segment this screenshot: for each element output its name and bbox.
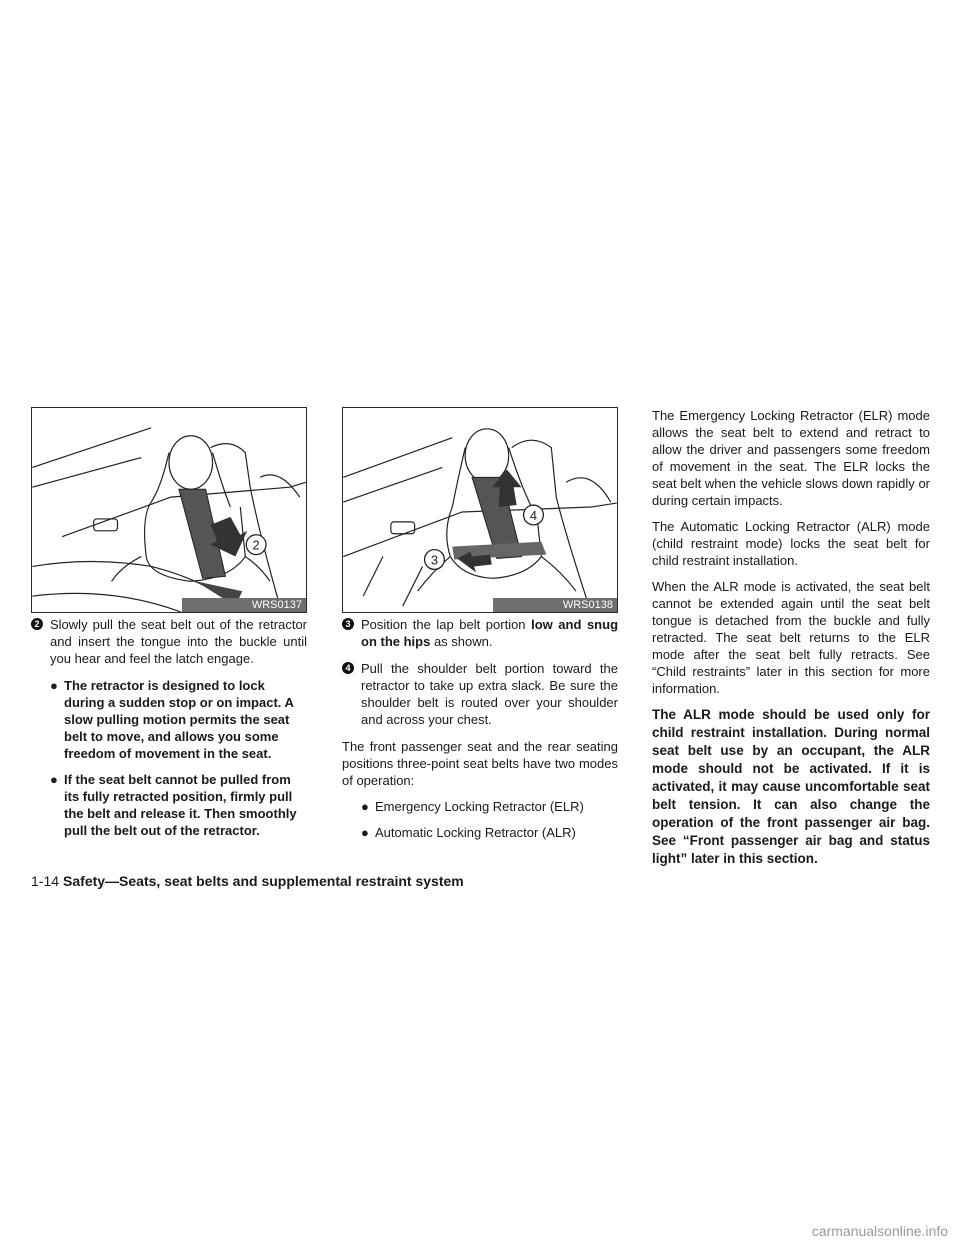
step-2-text: Slowly pull the seat belt out of the retractor and insert the tongue into the buckle until you hear and feel the latch engage. [50,617,307,666]
page-footer [31,873,464,890]
bullet-text: If the seat belt cannot be pulled from its fully retracted position, firmly pull the belt and release it. Then smoothly pull the belt out of the retractor. [64,772,297,838]
watermark: carmanualsonline.info [811,1223,948,1239]
callout-2-label: 2 [252,537,260,553]
bullet-item [342,798,618,815]
figure-seat-belt-pull [31,407,307,613]
seat-belt-illustration-1 [32,408,306,612]
column-3 [652,407,930,877]
bullet-icon: ● [361,799,369,814]
step-2 [31,616,307,667]
bullet-icon: ● [50,772,58,787]
step-4-text: Pull the shoulder belt portion toward the retractor to take up extra slack. Be sure the shoulder belt is routed over your shoulder and across your chest. [361,661,618,727]
step-number-icon: 4 [342,662,354,674]
page-number: 1-14 [31,873,60,889]
step-3-emphasis: low and snug on the hips [361,617,619,649]
callout-4-label: 4 [529,507,538,523]
figure-lap-belt-position [342,407,618,613]
mode-alr: Automatic Locking Retractor (ALR) [375,825,576,840]
bullet-icon: ● [361,825,369,840]
figure-code: WRS0138 [493,598,617,612]
paragraph-alr: The Automatic Locking Retractor (ALR) mode (child restraint mode) locks the seat belt for child restraint installation. [652,519,930,568]
paragraph-alr-activated: When the ALR mode is activated, the seat belt cannot be extended again until the seat belt tongue is detached from the buckle and fully retracted. The seat belt returns to the ELR mode after the seat belt fully retracts. See “Child restraints” later in this section for more information. [652,579,930,696]
step-3 [342,616,618,650]
warning-text: The ALR mode should be used only for child restraint installation. During normal seat belt use by an occupant, the ALR mode should not be activated. If it is activated, it may cause uncomfortable seat belt tension. It can also change the operation of the front passenger air bag. See “Front passenger air bag and status light” later in this section. [652,707,930,866]
step-3-text: Position the lap belt portion [361,617,532,632]
column-1 [31,616,307,848]
figure-code: WRS0137 [182,598,306,612]
step-number-icon: 3 [342,618,354,630]
step-number-icon: 2 [31,618,43,630]
column-2 [342,616,618,850]
bullet-item [31,677,307,762]
paragraph-elr: The Emergency Locking Retractor (ELR) mode allows the seat belt to extend and retract to allow the driver and passengers some freedom of movement in the seat. The ELR locks the seat belt when the vehicle slows down rapidly or during certain impacts. [652,408,930,508]
modes-intro: The front passenger seat and the rear seating positions three-point seat belts have two modes of operation: [342,739,618,788]
section-title: Safety—Seats, seat belts and supplemental restraint system [63,873,464,889]
bullet-text: The retractor is designed to lock during a sudden stop or on impact. A slow pulling motion permits the seat belt to move, and allows you some freedom of movement in the seat. [64,678,294,761]
step-3-tail: as shown. [430,634,493,649]
bullet-icon: ● [50,678,58,693]
step-4 [342,660,618,728]
bullet-item [31,771,307,839]
seat-belt-illustration-2 [343,408,617,612]
mode-elr: Emergency Locking Retractor (ELR) [375,799,584,814]
bullet-item [342,824,618,841]
callout-3-label: 3 [430,552,439,568]
